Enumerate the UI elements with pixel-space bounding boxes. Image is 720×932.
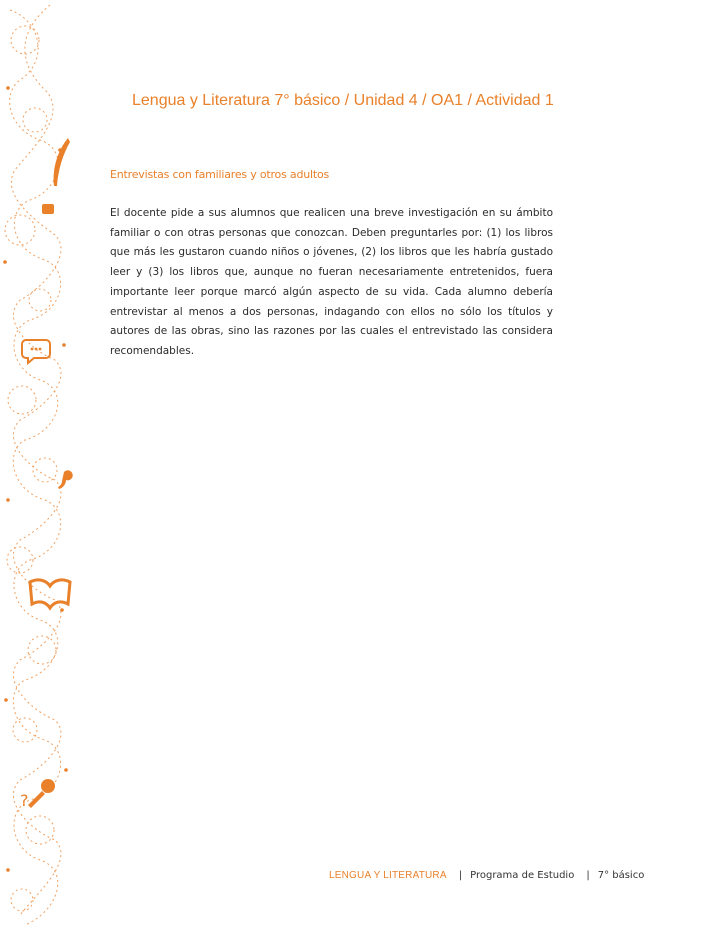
svg-text:?: ? <box>20 791 29 810</box>
page-title: Lengua y Literatura 7° básico / Unidad 4 / OA1 / Actividad 1 <box>132 92 554 109</box>
inkwell-icon <box>42 204 54 214</box>
microphone-icon <box>20 779 55 810</box>
decorative-margin <box>0 0 80 932</box>
footer-level: 7° básico <box>597 870 645 881</box>
footer-brand: LENGUA Y LITERATURA <box>329 870 447 881</box>
activity-paragraph: El docente pide a sus alumnos que realicen una breve investigación en su ámbito familiar o con otras personas que conozcan. Deben preguntarles por: (1) los libros que más les gustaron cuando niños o jóvenes, (2) los libros que les habría gustado leer y (3) los libros que, aunque no fueran necesariamente entretenidos, fuera importante leer porque marcó algún aspecto de su vida. Cada alumno debería entrevistar al menos a dos personas, indagando con ellos no sólo los títulos y autores de las obras, sino las razones por las cuales el entrevistado las considera recomendables. <box>110 207 553 357</box>
footer-program: Programa de Estudio <box>470 870 575 881</box>
comma-icon <box>58 470 73 489</box>
open-book-icon <box>30 580 70 608</box>
section-heading: Entrevistas con familiares y otros adultos <box>110 168 330 181</box>
page-footer: LENGUA Y LITERATURA | Programa de Estudio | 7° básico <box>329 870 645 881</box>
feather-icon <box>54 138 70 186</box>
speech-bubble-icon <box>22 340 50 363</box>
